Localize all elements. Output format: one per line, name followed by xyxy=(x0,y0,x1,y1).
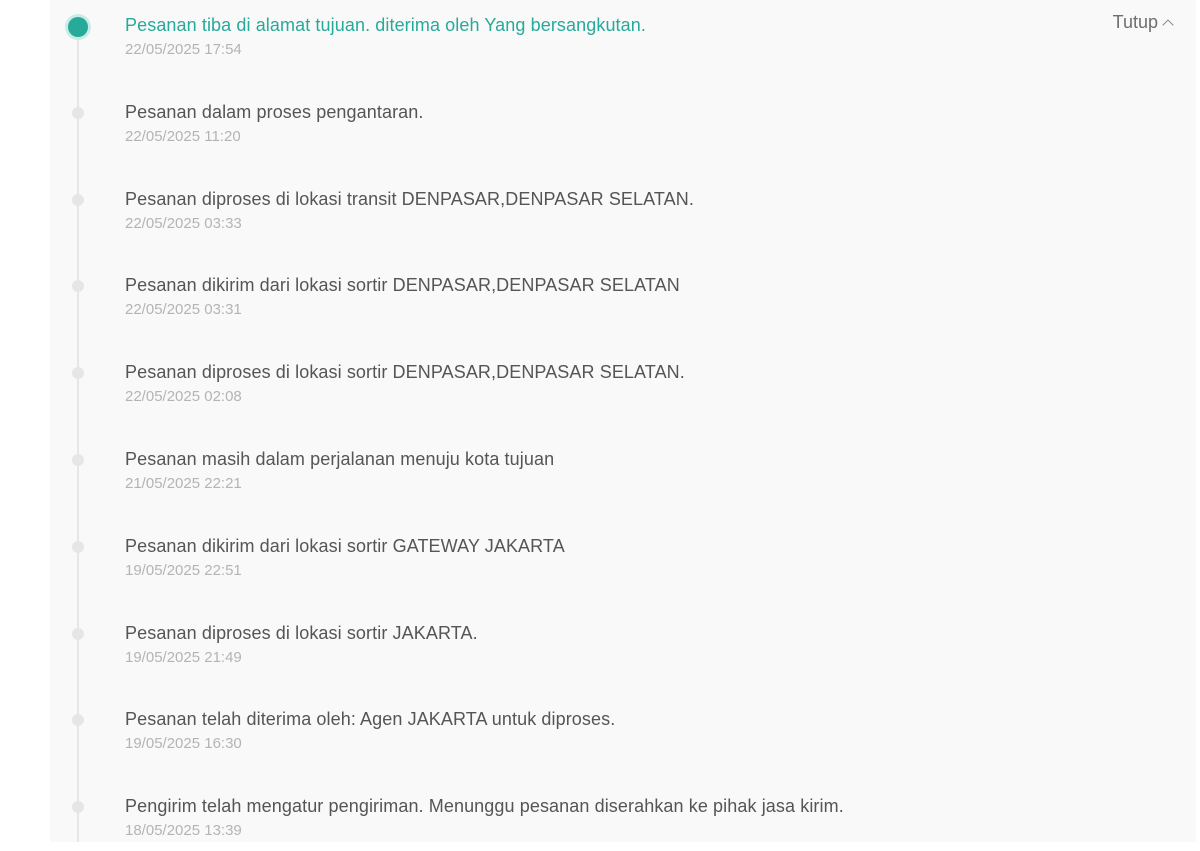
status-dot-icon xyxy=(72,541,84,553)
event-description: Pesanan tiba di alamat tujuan. diterima oleh Yang bersangkutan. xyxy=(125,15,646,36)
status-dot-icon xyxy=(72,280,84,292)
event-description: Pesanan dikirim dari lokasi sortir GATEWAY JAKARTA xyxy=(125,536,565,557)
event-description: Pesanan diproses di lokasi sortir DENPASAR,DENPASAR SELATAN. xyxy=(125,362,685,383)
event-description: Pesanan diproses di lokasi transit DENPASAR,DENPASAR SELATAN. xyxy=(125,189,694,210)
status-dot-icon xyxy=(72,801,84,813)
current-status-dot-icon xyxy=(68,17,88,37)
timeline-event xyxy=(0,618,1000,678)
timeline-event xyxy=(0,531,1000,591)
timeline-event xyxy=(0,704,1000,764)
timeline-event xyxy=(0,97,1000,157)
event-description: Pesanan diproses di lokasi sortir JAKARTA. xyxy=(125,623,478,644)
event-timestamp: 22/05/2025 17:54 xyxy=(125,41,242,58)
event-description: Pesanan dikirim dari lokasi sortir DENPASAR,DENPASAR SELATAN xyxy=(125,275,680,296)
event-timestamp: 19/05/2025 21:49 xyxy=(125,649,242,666)
event-timestamp: 19/05/2025 16:30 xyxy=(125,735,242,752)
collapse-label: Tutup xyxy=(1113,12,1158,33)
collapse-button[interactable] xyxy=(1113,12,1172,33)
status-dot-icon xyxy=(72,454,84,466)
timeline-event xyxy=(0,791,1000,851)
status-dot-icon xyxy=(72,714,84,726)
chevron-up-icon xyxy=(1162,19,1173,30)
status-dot-icon xyxy=(72,107,84,119)
event-description: Pesanan telah diterima oleh: Agen JAKARTA untuk diproses. xyxy=(125,709,615,730)
timeline-event xyxy=(0,270,1000,330)
event-description: Pesanan masih dalam perjalanan menuju kota tujuan xyxy=(125,449,554,470)
event-description: Pesanan dalam proses pengantaran. xyxy=(125,102,424,123)
status-dot-icon xyxy=(72,628,84,640)
event-timestamp: 22/05/2025 11:20 xyxy=(125,128,241,145)
timeline-event xyxy=(0,357,1000,417)
timeline-event xyxy=(0,444,1000,504)
status-dot-icon xyxy=(72,367,84,379)
timeline-event xyxy=(0,184,1000,244)
event-timestamp: 18/05/2025 13:39 xyxy=(125,822,242,839)
event-timestamp: 22/05/2025 02:08 xyxy=(125,388,242,405)
event-timestamp: 21/05/2025 22:21 xyxy=(125,475,242,492)
event-timestamp: 19/05/2025 22:51 xyxy=(125,562,242,579)
event-timestamp: 22/05/2025 03:31 xyxy=(125,301,242,318)
event-description: Pengirim telah mengatur pengiriman. Menunggu pesanan diserahkan ke pihak jasa kirim. xyxy=(125,796,844,817)
timeline-event xyxy=(0,10,1000,70)
status-dot-icon xyxy=(72,194,84,206)
event-timestamp: 22/05/2025 03:33 xyxy=(125,215,242,232)
